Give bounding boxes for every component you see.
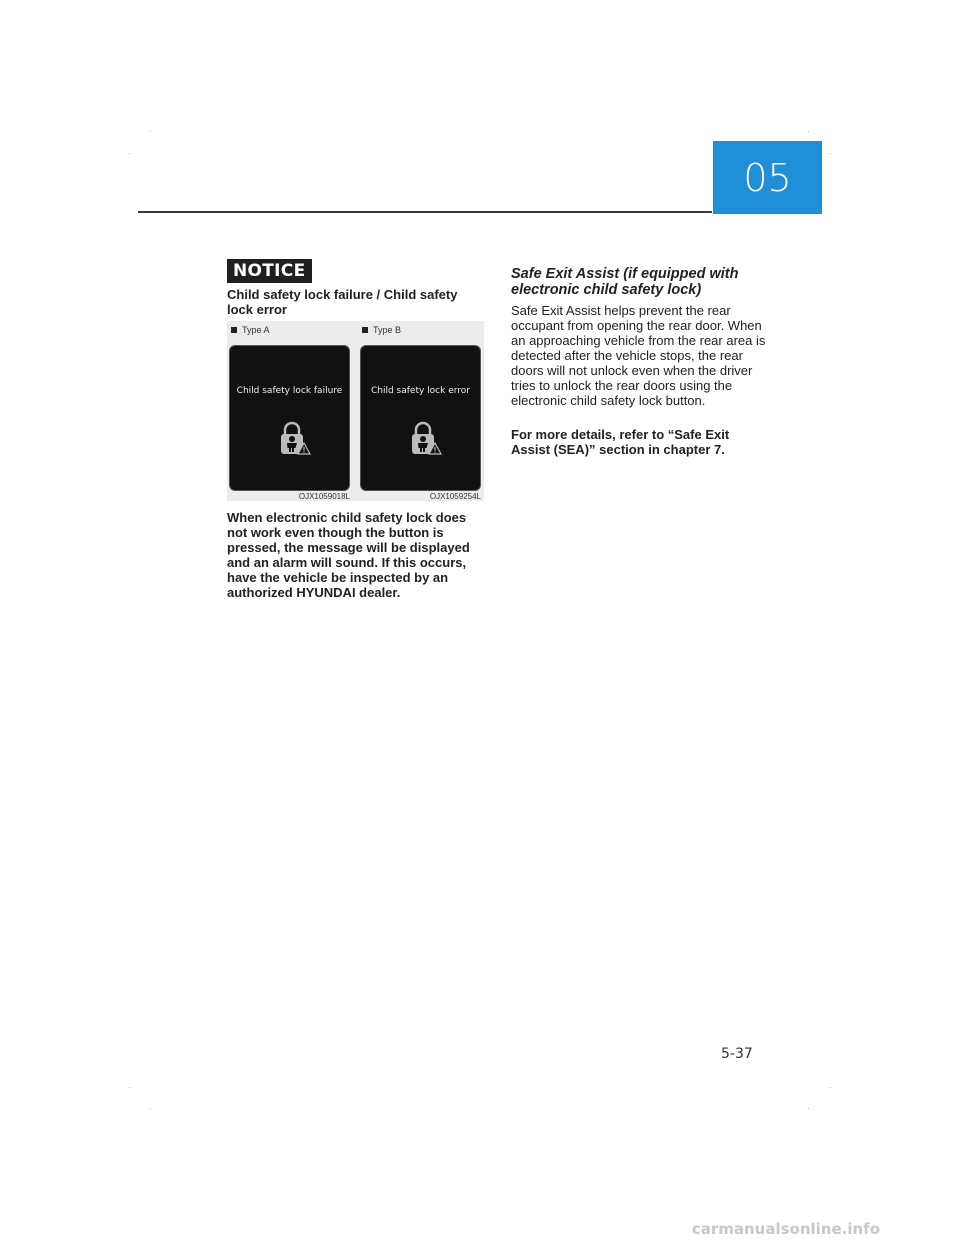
warning-figure — [227, 321, 484, 501]
figure-panel-type-b — [358, 321, 484, 501]
crop-mark — [830, 1087, 831, 1088]
crop-mark — [150, 1108, 151, 1109]
section-heading-safe-exit-assist: Safe Exit Assist (if equipped with electronic child safety lock) — [511, 266, 739, 298]
type-a-label — [231, 325, 270, 335]
notice-heading: Child safety lock failure / Child safety lock error — [227, 287, 458, 317]
figure-code-type-b: OJX1059254L — [429, 492, 481, 501]
type-b-label-text: Type B — [373, 325, 402, 335]
watermark: carmanualsonline.info — [691, 1220, 880, 1238]
cluster-screen-type-b — [360, 345, 481, 491]
screen-message-type-b: Child safety lock error — [370, 386, 470, 396]
figure-panel-type-a — [227, 321, 353, 501]
screen-message-type-a: Child safety lock failure — [236, 386, 343, 396]
type-a-label-text: Type A — [242, 325, 270, 335]
header-rule — [138, 211, 712, 213]
notice-badge: NOTICE — [227, 259, 312, 283]
chapter-tab — [713, 141, 822, 214]
square-bullet-icon — [362, 327, 368, 333]
crop-mark — [830, 153, 831, 154]
crop-mark — [129, 153, 130, 154]
safe-exit-body: Safe Exit Assist helps prevent the rear occupant from opening the rear door. When an approaching vehicle from the rear area is detected after the vehicle stops, the rear doors will not unlock even when the driver tries to unlock the rear doors using the electronic child safety lock button. — [511, 303, 766, 408]
crop-mark — [808, 131, 809, 132]
page-number: 5-37 — [721, 1046, 753, 1062]
crop-mark — [808, 1108, 809, 1109]
child-lock-warning-icon — [274, 419, 314, 459]
figure-code-type-a: OJX1059018L — [298, 492, 350, 501]
child-lock-warning-icon — [405, 419, 445, 459]
crop-mark — [150, 131, 151, 132]
crop-mark — [129, 1087, 130, 1088]
type-b-label — [362, 325, 401, 335]
cluster-screen-type-a — [229, 345, 350, 491]
chapter-number: 05 — [743, 155, 792, 200]
square-bullet-icon — [231, 327, 237, 333]
notice-body: When electronic child safety lock does not work even though the button is pressed, the message will be displayed and an alarm will sound. If this occurs, have the vehicle be inspected by an authorized HYUNDAI dealer. — [227, 510, 470, 600]
safe-exit-reference: For more details, refer to “Safe Exit Assist (SEA)” section in chapter 7. — [511, 427, 730, 457]
